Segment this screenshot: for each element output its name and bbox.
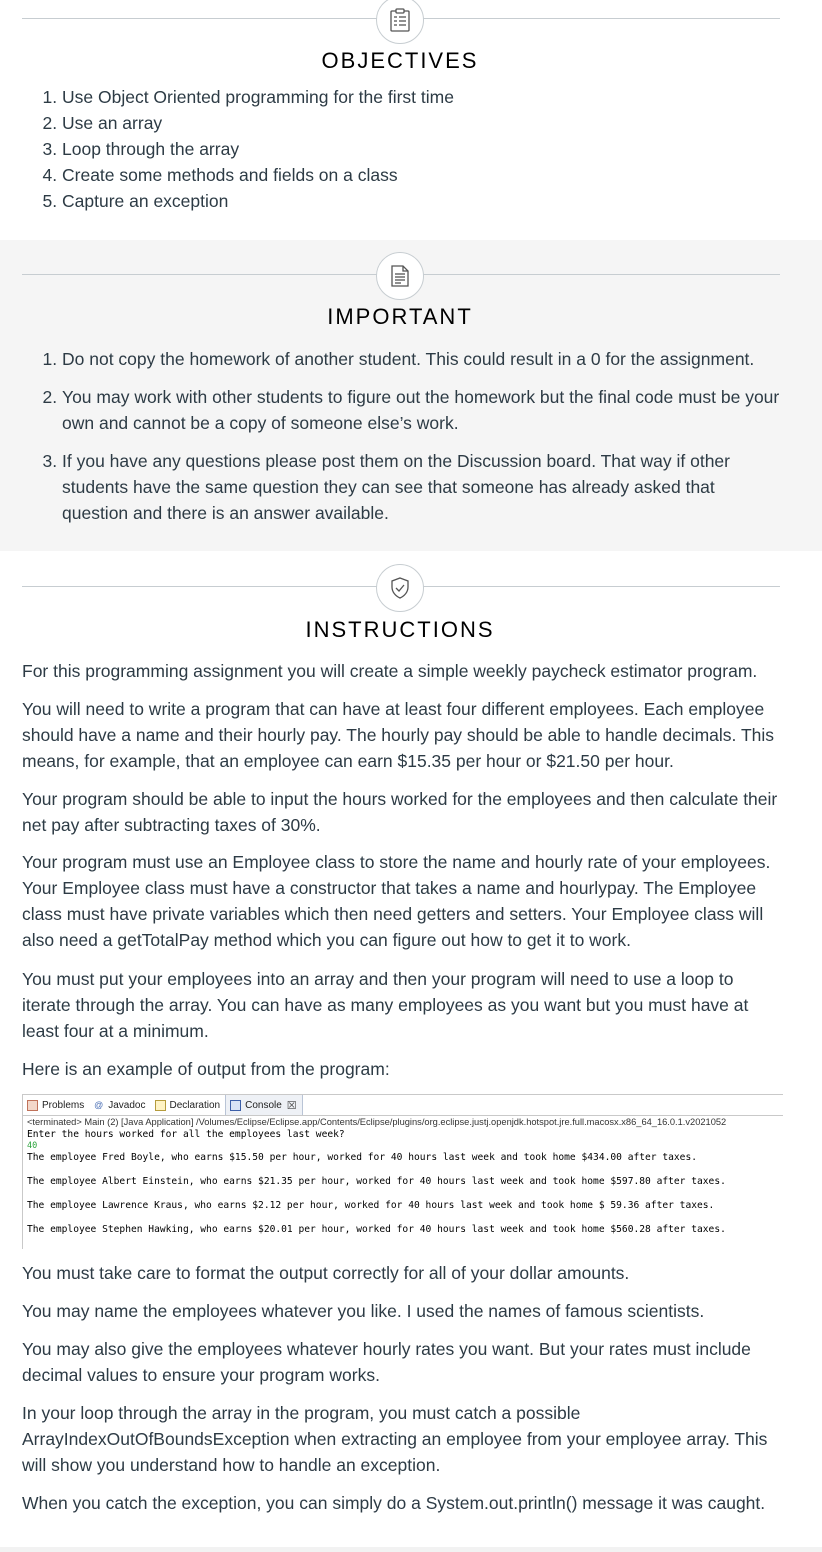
important-badge (376, 252, 424, 300)
document-icon (387, 263, 413, 289)
close-icon: ☒ (286, 1099, 297, 1112)
console-output-line: The employee Fred Boyle, who earns $15.50 per hour, worked for 40 hours last week and took home $434.00 after taxes. (27, 1152, 698, 1163)
tab-label: Javadoc (108, 1099, 146, 1111)
objectives-list (22, 84, 782, 214)
declaration-icon (155, 1100, 166, 1111)
instructions-paragraph: For this programming assignment you will create a simple weekly paycheck estimator program. (22, 661, 758, 681)
tab-console (225, 1095, 303, 1115)
instructions-paragraph: You will need to write a program that can have at least four different employees. Each employee should have a name and their hourly pay. The hourly pay should be able to handle decimals. This means, for example, that an employee can earn $15.35 per hour or $21.50 per hour. (22, 699, 775, 771)
console-input-value: 40 (27, 1141, 38, 1151)
list-item: 1. Do not copy the homework of another student. This could result in a 0 for the assignment. (62, 346, 782, 372)
console-output-line: The employee Albert Einstein, who earns $21.35 per hour, worked for 40 hours last week and took home $597.80 after taxes. (27, 1176, 726, 1187)
instructions-paragraph: In your loop through the array in the program, you must catch a possible ArrayIndexOutOfBoundsException when extracting an employee from your employee array. This will show you understand how to handle an exception. (22, 1403, 768, 1475)
tab-label: Console (245, 1099, 282, 1111)
list-item: 5. Capture an exception (62, 188, 782, 214)
console-output-line: The employee Stephen Hawking, who earns $20.01 per hour, worked for 40 hours last week and took home $560.28 after taxes. (27, 1224, 726, 1235)
list-item: 3. If you have any questions please post them on the Discussion board. That way if other students have the same question they can see that someone has already asked that question and there is an answer available. (62, 448, 782, 526)
objectives-title: OBJECTIVES (321, 48, 479, 73)
tab-javadoc (89, 1095, 150, 1115)
tab-label: Problems (42, 1099, 85, 1111)
instructions-paragraph: Your program should be able to input the hours worked for the employees and then calculate their net pay after subtracting taxes of 30%. (22, 789, 778, 835)
tab-declaration (151, 1095, 226, 1115)
instructions-paragraph: You must put your employees into an array and then your program will need to use a loop to iterate through the array. You can have as many employees as you want but you must have at least four at a minimum. (22, 969, 749, 1041)
javadoc-icon: @ (94, 1099, 104, 1110)
instructions-paragraph: You must take care to format the output correctly for all of your dollar amounts. (22, 1263, 630, 1283)
list-item: 3. Loop through the array (62, 136, 782, 162)
important-section (0, 240, 822, 551)
list-item: 2. You may work with other students to figure out the homework but the final code must be your own and cannot be a copy of someone else’s work. (62, 384, 782, 436)
bottom-band (0, 1547, 822, 1552)
list-item: 4. Create some methods and fields on a class (62, 162, 782, 188)
instructions-paragraph: Here is an example of output from the program: (22, 1059, 390, 1079)
important-list (22, 346, 782, 538)
tab-label: Declaration (169, 1099, 221, 1111)
instructions-paragraph: When you catch the exception, you can simply do a System.out.println() message it was caught. (22, 1493, 766, 1513)
console-tab-bar (23, 1095, 303, 1115)
tab-problems (23, 1095, 89, 1115)
console-prompt: Enter the hours worked for all the employees last week? (27, 1129, 345, 1140)
console-divider (23, 1115, 783, 1116)
terminated-line: <terminated> Main (2) [Java Application] /Volumes/Eclipse/Eclipse.app/Contents/Eclipse/plugins/org.eclipse.justj.openjdk.hotspot.jre.full.macosx.x86_64_16.0.1.v2021052 (27, 1117, 727, 1127)
objectives-badge (376, 0, 424, 44)
shield-check-icon (387, 575, 413, 601)
instructions-section (0, 551, 822, 1547)
important-title: IMPORTANT (327, 304, 473, 329)
problems-icon (27, 1100, 38, 1111)
list-item: 2. Use an array (62, 110, 782, 136)
objectives-section (0, 0, 822, 240)
instructions-paragraph: You may name the employees whatever you like. I used the names of famous scientists. (22, 1301, 705, 1321)
instructions-badge (376, 564, 424, 612)
clipboard-list-icon (387, 7, 413, 33)
console-icon (230, 1100, 241, 1111)
console-output-line: The employee Lawrence Kraus, who earns $2.12 per hour, worked for 40 hours last week and took home $ 59.36 after taxes. (27, 1200, 715, 1211)
instructions-paragraph: You may also give the employees whatever hourly rates you want. But your rates must include decimal values to ensure your program works. (22, 1339, 751, 1385)
console-screenshot (22, 1094, 783, 1249)
instructions-paragraph: Your program must use an Employee class to store the name and hourly rate of your employees. Your Employee class must have a constructor that takes a name and hourlypay. The Employee class must have private variables which then need getters and setters. Your Employee class will also need a getTotalPay method which you can figure out how to get it to work. (22, 852, 771, 950)
list-item: 1. Use Object Oriented programming for the first time (62, 84, 782, 110)
instructions-title: INSTRUCTIONS (305, 617, 495, 642)
